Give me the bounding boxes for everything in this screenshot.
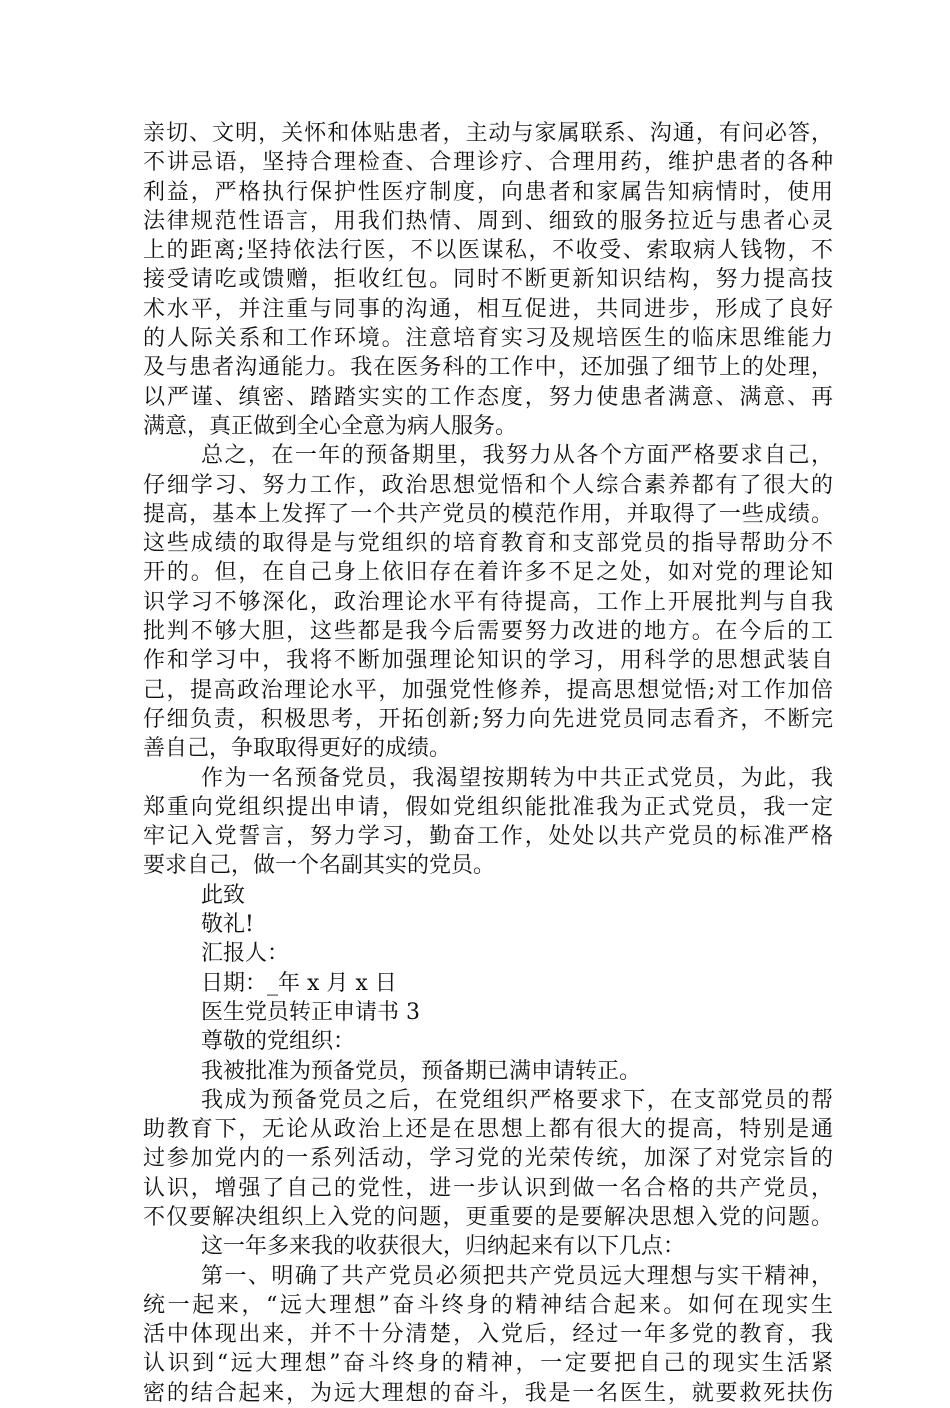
text-line: 亲切、文明，关怀和体贴患者，主动与家属联系、沟通，有问必答，: [143, 121, 833, 146]
text-line: 要求自己，做一个名副其实的党员。: [143, 853, 496, 879]
text-line: 提高，基本上发挥了一个共产党员的模范作用，并取得了一些成绩。: [143, 501, 833, 527]
text-line: 郑重向党组织提出申请，假如党组织能批准我为正式党员，我一定: [143, 794, 833, 820]
text-line: 我被批准为预备党员，预备期已满申请转正。: [201, 1058, 642, 1084]
text-line: 助教育下，无论从政治上还是在思想上都有很大的提高，特别是通: [143, 1117, 833, 1143]
text-line: 仔细学习、努力工作，政治思想觉悟和个人综合素养都有了很大的: [143, 472, 833, 498]
text-line: 术水平，并注重与同事的沟通，相互促进，共同进步，形成了良好: [143, 296, 833, 322]
text-line: 第一、明确了共产党员必须把共产党员远大理想与实干精神，: [201, 1263, 833, 1289]
text-line: 己，提高政治理论水平，加强党性修养，提高思想觉悟;对工作加倍: [143, 677, 833, 703]
text-line: 统一起来，“远大理想”奋斗终身的精神结合起来。如何在现实生: [143, 1292, 833, 1318]
text-line: 接受请吃或馈赠，拒收红包。同时不断更新知识结构，努力提高技: [143, 267, 833, 293]
text-line: 活中体现出来，并不十分清楚，入党后，经过一年多党的教育，我: [143, 1322, 833, 1348]
text-line: 这一年多来我的收获很大，归纳起来有以下几点：: [201, 1234, 686, 1260]
text-line: 尊敬的党组织：: [201, 1029, 356, 1055]
text-line: 我成为预备党员之后，在党组织严格要求下，在支部党员的帮: [201, 1087, 833, 1113]
text-line: 识学习不够深化，政治理论水平有待提高，工作上开展批判与自我: [143, 589, 833, 615]
text-line: 作和学习中，我将不断加强理论知识的学习，用科学的思想武装自: [143, 648, 833, 674]
text-line: 不讲忌语，坚持合理检查、合理诊疗、合理用药，维护患者的各种: [143, 150, 833, 176]
text-line: 牢记入党誓言，努力学习，勤奋工作，处处以共产党员的标准严格: [143, 824, 833, 850]
text-line: 的人际关系和工作环境。注意培育实习及规培医生的临床思维能力: [143, 326, 833, 352]
text-line: 善自己，争取取得更好的成绩。: [143, 736, 452, 762]
text-line: 上的距离;坚持依法行医，不以医谋私，不收受、索取病人钱物，不: [143, 238, 833, 264]
text-line: 医生党员转正申请书 3: [201, 999, 420, 1025]
text-line: 及与患者沟通能力。我在医务科的工作中，还加强了细节上的处理，: [143, 355, 833, 381]
text-line: 日期：_年 x 月 x 日: [201, 970, 397, 996]
text-line: 法律规范性语言，用我们热情、周到、细致的服务拉近与患者心灵: [143, 208, 833, 234]
text-line: 敬礼!: [201, 912, 254, 938]
text-line: 仔细负责，积极思考，开拓创新;努力向先进党员同志看齐，不断完: [143, 706, 833, 732]
text-line: 利益，严格执行保护性医疗制度，向患者和家属告知病情时，使用: [143, 179, 833, 205]
text-line: 总之，在一年的预备期里，我努力从各个方面严格要求自己，: [201, 443, 833, 469]
text-line: 开的。但，在自己身上依旧存在着许多不足之处，如对党的理论知: [143, 560, 833, 586]
text-line: 过参加党内的一系列活动，学习党的光荣传统，加深了对党宗旨的: [143, 1146, 833, 1172]
text-line: 这些成绩的取得是与党组织的培育教育和支部党员的指导帮助分不: [143, 531, 833, 557]
text-line: 不仅要解决组织上入党的问题，更重要的是要解决思想入党的问题。: [143, 1204, 833, 1230]
text-line: 以严谨、缜密、踏踏实实的工作态度，努力使患者满意、满意、再: [143, 384, 833, 410]
text-line: 批判不够大胆，这些都是我今后需要努力改进的地方。在今后的工: [143, 619, 833, 645]
text-line: 认识，增强了自己的党性，进一步认识到做一名合格的共产党员，: [143, 1175, 833, 1201]
text-line: 汇报人：: [201, 941, 290, 967]
text-line: 密的结合起来，为远大理想的奋斗，我是一名医生，就要救死扶伤: [143, 1380, 833, 1406]
text-line: 作为一名预备党员，我渴望按期转为中共正式党员，为此，我: [201, 765, 833, 791]
text-line: 满意，真正做到全心全意为病人服务。: [143, 413, 518, 439]
document-page: [143, 119, 833, 1408]
text-line: 此致: [201, 882, 246, 908]
text-line: 认识到“远大理想”奋斗终身的精神，一定要把自己的现实生活紧: [143, 1351, 833, 1377]
